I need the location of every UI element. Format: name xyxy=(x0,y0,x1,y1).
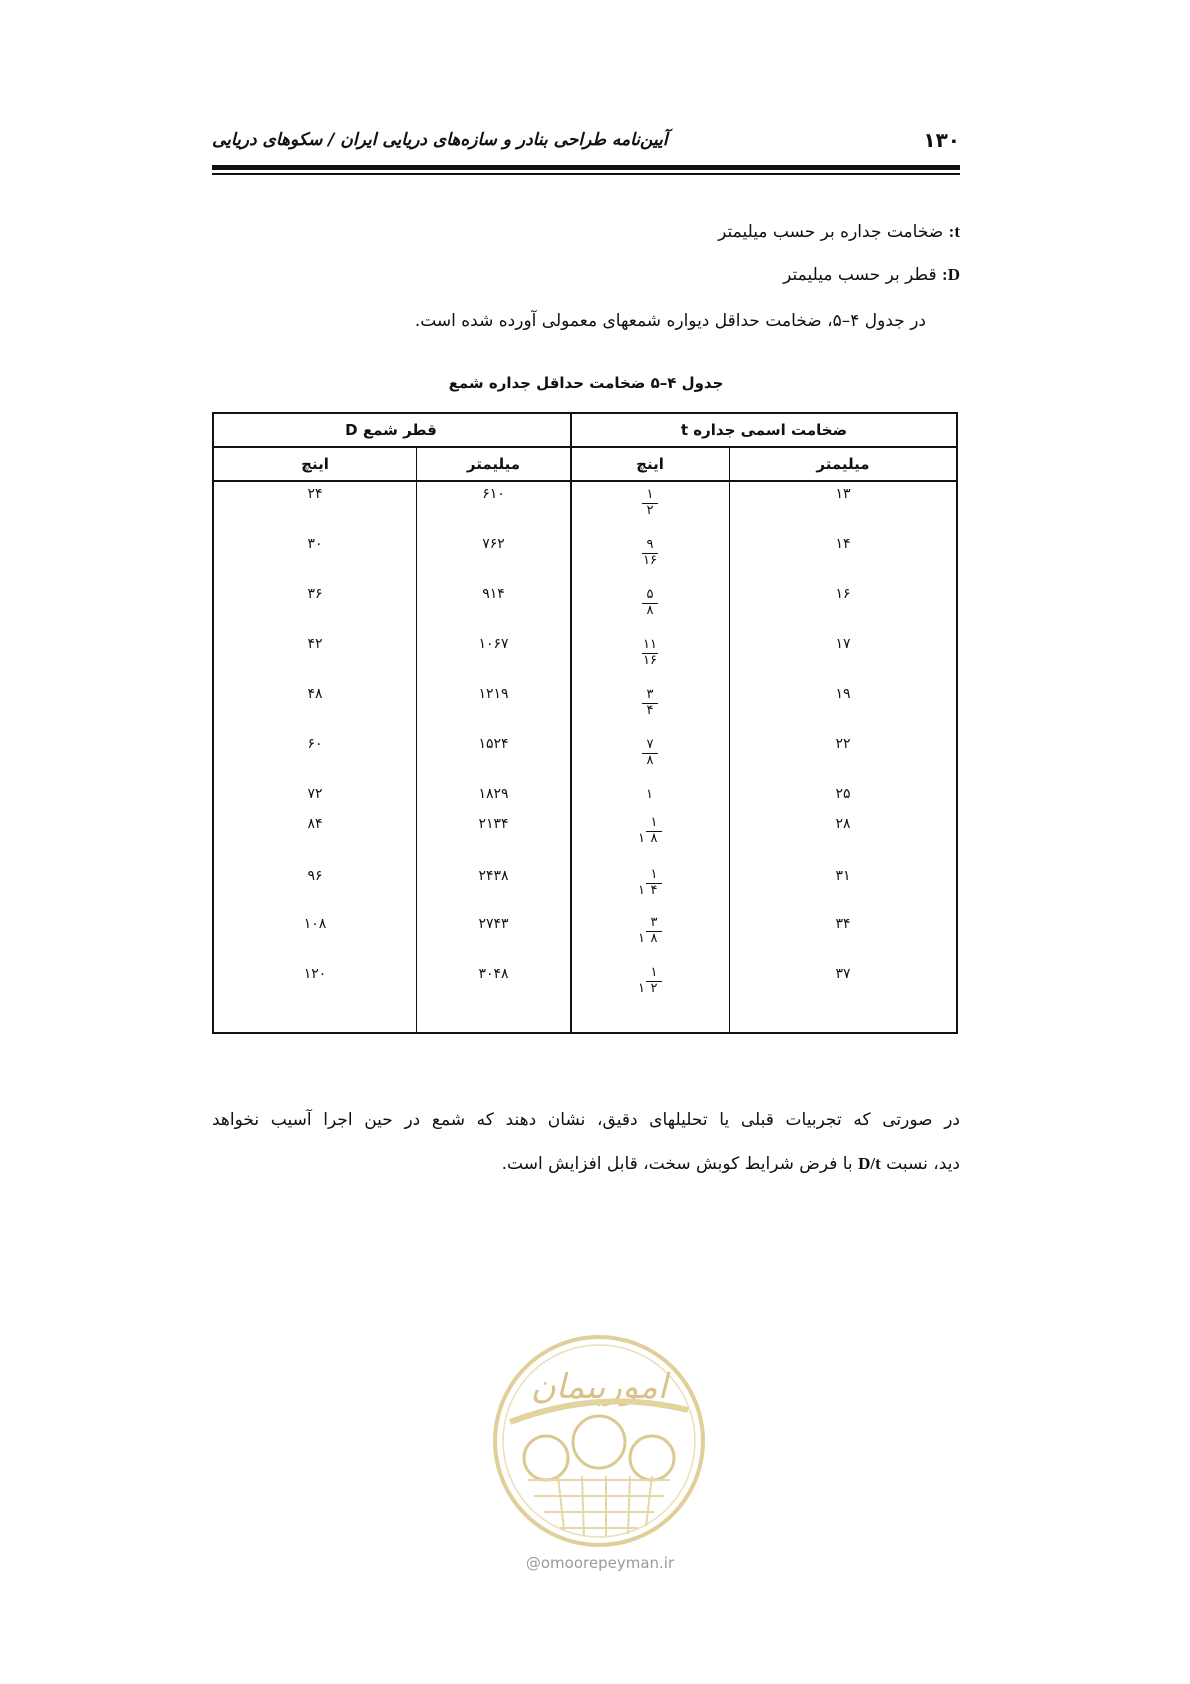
inch-whole: ۱ xyxy=(638,930,645,946)
cell-t-mm: ۲۸ xyxy=(835,816,851,832)
fraction-numerator: ۷ xyxy=(646,737,654,752)
inch-fraction xyxy=(646,966,662,997)
inch-whole: ۱ xyxy=(638,830,645,846)
running-title: آیین‌نامه طراحی بنادر و سازه‌های دریایی ایران / سکوهای دریایی xyxy=(212,130,668,150)
cell-t-in xyxy=(571,868,729,899)
gear-icons xyxy=(524,1416,674,1480)
group-header-thickness: ضخامت اسمی جداره t xyxy=(680,421,848,439)
fraction-denominator: ۸ xyxy=(646,602,654,618)
cell-t-in xyxy=(571,636,729,669)
definition-symbol: D: xyxy=(942,265,960,284)
cell-d-mm: ۲۴۳۸ xyxy=(478,868,509,884)
cell-t-in xyxy=(571,816,729,847)
table-row xyxy=(214,736,956,786)
table-row xyxy=(214,636,956,686)
cell-d-mm: ۲۱۳۴ xyxy=(478,816,509,832)
fraction-denominator: ۲ xyxy=(646,502,654,518)
cell-d-in: ۸۴ xyxy=(307,816,323,832)
inch-value xyxy=(646,787,654,802)
page-number: ۱۳۰ xyxy=(923,128,960,152)
inch-whole: ۱ xyxy=(638,980,645,996)
inch-whole: ۱ xyxy=(638,882,645,898)
sub-header-diameter-inch: اینچ xyxy=(301,455,329,473)
definition-t xyxy=(718,222,960,242)
fraction-numerator: ۳ xyxy=(650,915,658,930)
cell-d-in: ۷۲ xyxy=(307,786,323,802)
cell-t-in xyxy=(571,536,729,569)
inch-fraction xyxy=(646,868,662,899)
cell-d-in: ۳۰ xyxy=(307,536,323,552)
cell-d-in: ۳۶ xyxy=(307,586,323,602)
cell-d-in: ۱۰۸ xyxy=(303,916,327,932)
subheader-divider xyxy=(214,480,956,482)
cell-t-in xyxy=(571,686,729,719)
inch-value xyxy=(642,588,658,619)
inch-value xyxy=(642,688,658,719)
cell-d-in: ۲۴ xyxy=(307,486,323,502)
header-rule-thick xyxy=(212,165,960,170)
cell-t-in xyxy=(571,786,729,802)
cell-t-mm: ۱۴ xyxy=(835,536,851,552)
definition-text: قطر بر حسب میلیمتر xyxy=(783,265,937,285)
fraction-denominator: ۱۶ xyxy=(643,652,657,668)
gear-center-icon xyxy=(573,1416,625,1468)
inch-value xyxy=(638,966,662,997)
fraction-numerator: ۱ xyxy=(650,965,658,980)
inch-value xyxy=(638,916,662,947)
table-row xyxy=(214,586,956,636)
inch-value xyxy=(638,816,662,847)
watermark-url: @omoorepeyman.ir xyxy=(525,1554,675,1572)
table-row xyxy=(214,486,956,536)
inch-value xyxy=(642,738,658,769)
cell-d-mm: ۱۸۲۹ xyxy=(478,786,509,802)
sub-header-thickness-inch: اینچ xyxy=(636,455,664,473)
cell-d-mm: ۷۶۲ xyxy=(482,536,505,552)
fraction-numerator: ۱ xyxy=(650,867,658,882)
cell-t-mm: ۱۳ xyxy=(835,486,851,502)
gear-right-icon xyxy=(630,1436,674,1480)
fraction-numerator: ۳ xyxy=(646,687,654,702)
inch-fraction xyxy=(646,816,662,847)
fraction-numerator: ۱ xyxy=(646,487,654,502)
fraction-numerator: ۱ xyxy=(650,815,658,830)
table-row xyxy=(214,868,956,916)
cell-d-mm: ۱۵۲۴ xyxy=(478,736,509,752)
closing-paragraph xyxy=(212,1098,960,1186)
logo-script: امورپیمان xyxy=(530,1367,668,1407)
cell-t-in xyxy=(571,736,729,769)
cell-d-mm: ۳۰۴۸ xyxy=(478,966,509,982)
cell-t-mm: ۱۷ xyxy=(835,636,851,652)
fraction-numerator: ۹ xyxy=(646,537,654,552)
inch-fraction xyxy=(642,738,658,769)
cell-t-in xyxy=(571,966,729,997)
fraction-denominator: ۸ xyxy=(646,752,654,768)
cell-d-mm: ۱۰۶۷ xyxy=(478,636,509,652)
grid-icon xyxy=(528,1476,670,1536)
paragraph-line-2-pre: دید، نسبت xyxy=(886,1154,960,1174)
fraction-denominator: ۸ xyxy=(650,930,658,946)
table-row xyxy=(214,816,956,868)
inch-value xyxy=(638,868,662,899)
cell-d-in: ۴۸ xyxy=(307,686,323,702)
paragraph-line-2 xyxy=(212,1142,960,1186)
cell-t-mm: ۳۱ xyxy=(835,868,851,884)
inch-fraction xyxy=(646,916,662,947)
definition-d xyxy=(783,265,960,285)
inch-value xyxy=(640,638,660,669)
table-row xyxy=(214,686,956,736)
table-row xyxy=(214,916,956,966)
paragraph-line-2-post: با فرض شرایط کوبش سخت، قابل افزایش است. xyxy=(501,1154,853,1174)
sub-header-diameter-mm: میلیمتر xyxy=(466,455,521,473)
cell-t-mm: ۱۶ xyxy=(835,586,851,602)
table-caption: جدول ۴–۵ ضخامت حداقل جداره شمع xyxy=(448,374,724,392)
inch-whole: ۱ xyxy=(646,787,653,802)
ratio-symbol: D/t xyxy=(858,1154,881,1173)
fraction-denominator: ۸ xyxy=(650,830,658,846)
cell-t-in xyxy=(571,486,729,519)
table-row xyxy=(214,536,956,586)
table-row xyxy=(214,786,956,816)
cell-t-mm: ۱۹ xyxy=(835,686,851,702)
cell-t-mm: ۳۴ xyxy=(835,916,851,932)
inch-value xyxy=(640,538,660,569)
inch-value xyxy=(642,488,658,519)
inch-fraction xyxy=(642,688,658,719)
inch-fraction xyxy=(642,588,658,619)
pile-thickness-table xyxy=(212,412,958,1034)
cell-d-mm: ۱۲۱۹ xyxy=(478,686,509,702)
table-row xyxy=(214,966,956,1036)
inch-fraction xyxy=(642,488,658,519)
inch-fraction xyxy=(640,538,660,569)
gear-left-icon xyxy=(524,1436,568,1480)
fraction-numerator: ۵ xyxy=(646,587,654,602)
cell-d-in: ۴۲ xyxy=(307,636,323,652)
definition-symbol: t: xyxy=(948,222,960,241)
sub-header-thickness-mm: میلیمتر xyxy=(816,455,870,473)
cell-t-mm: ۲۵ xyxy=(835,786,851,802)
cell-d-in: ۶۰ xyxy=(307,736,323,752)
cell-d-mm: ۲۷۴۳ xyxy=(478,916,509,932)
group-header-diameter: قطر شمع D xyxy=(345,421,437,439)
definition-text: ضخامت جداره بر حسب میلیمتر xyxy=(718,222,944,242)
inch-fraction xyxy=(640,638,660,669)
fraction-numerator: ۱۱ xyxy=(643,637,657,652)
cell-t-in xyxy=(571,586,729,619)
fraction-denominator: ۱۶ xyxy=(643,552,657,568)
page-header xyxy=(212,128,960,158)
cell-t-in xyxy=(571,916,729,947)
cell-d-in: ۹۶ xyxy=(307,868,323,884)
cell-d-mm: ۹۱۴ xyxy=(482,586,505,602)
fraction-denominator: ۴ xyxy=(646,702,654,718)
cell-t-mm: ۲۲ xyxy=(835,736,851,752)
fraction-denominator: ۴ xyxy=(650,882,658,898)
paragraph-line-1: در صورتی که تجربیات قبلی یا تحلیلهای دقیق، نشان دهند که شمع در حین اجرا آسیب نخواهد xyxy=(212,1110,960,1130)
fraction-denominator: ۲ xyxy=(650,980,658,996)
cell-d-mm: ۶۱۰ xyxy=(482,486,505,502)
intro-paragraph: در جدول ۴–۵، ضخامت حداقل دیواره شمعهای معمولی آورده شده است. xyxy=(414,311,926,331)
header-rule-thin xyxy=(212,173,960,175)
watermark-logo xyxy=(488,1330,710,1552)
cell-t-mm: ۳۷ xyxy=(835,966,851,982)
cell-d-in: ۱۲۰ xyxy=(303,966,327,982)
